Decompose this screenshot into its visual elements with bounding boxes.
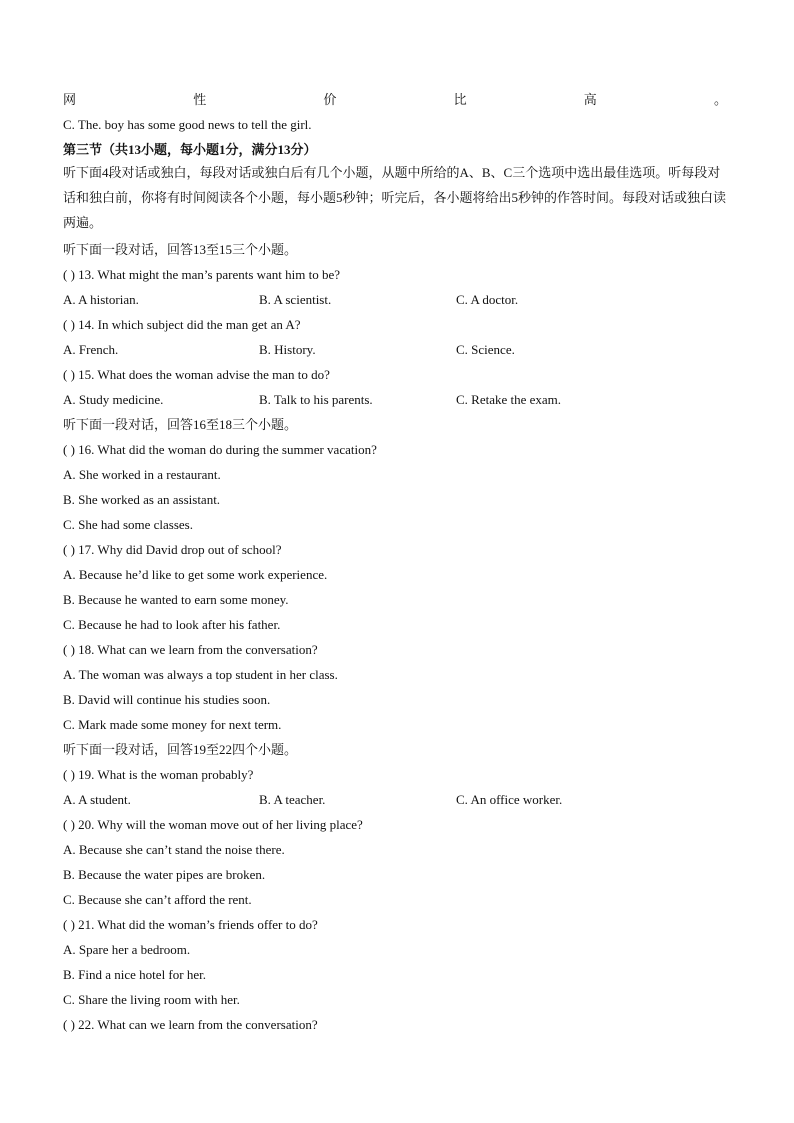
option-18-b: B. David will continue his studies soon. [63,692,271,707]
question-22: ( ) 22. What can we learn from the conversation? [63,1017,318,1032]
option-13-c: C. A doctor. [456,292,519,307]
section-instructions: 听下面4段对话或独白，每段对话或独白后有几个小题，从题中所给的A、B、C三个选项中选出最佳选项。听每段对话和独白前，你将有时间阅读各个小题，每小题5秒钟；听完后，各小题将给出5秒钟的作答时间。每段对话或独白读两遍。 [63,165,727,230]
spread-char: 。 [713,92,727,107]
section-heading: 第三节（共13小题，每小题1分，满分13分） [63,142,317,157]
question-14: ( ) 14. In which subject did the man get an A? [63,317,301,332]
option-14-a: A. French. [63,342,119,357]
option-16-b: B. She worked as an assistant. [63,492,221,507]
question-13: ( ) 13. What might the man’s parents want him to be? [63,267,341,282]
option-19-a: A. A student. [63,792,131,807]
spread-char: 网 [63,92,77,107]
question-21: ( ) 21. What did the woman’s friends offer to do? [63,917,318,932]
spread-char: 高 [583,92,597,107]
option-16-c: C. She had some classes. [63,517,193,532]
option-20-a: A. Because she can’t stand the noise there. [63,842,285,857]
group-intro: 听下面一段对话，回答19至22四个小题。 [63,742,298,757]
question-18: ( ) 18. What can we learn from the conversation? [63,642,318,657]
option-21-a: A. Spare her a bedroom. [63,942,191,957]
option-21-c: C. Share the living room with her. [63,992,240,1007]
spread-char: 比 [453,92,467,107]
option-20-b: B. Because the water pipes are broken. [63,867,266,882]
question-17: ( ) 17. Why did David drop out of school? [63,542,282,557]
option-17-c: C. Because he had to look after his father. [63,617,281,632]
option-16-a: A. She worked in a restaurant. [63,467,221,482]
option-18-c: C. Mark made some money for next term. [63,717,282,732]
spread-char: 性 [193,92,207,107]
option-19-c: C. An office worker. [456,792,563,807]
option-14-c: C. Science. [456,342,515,357]
question-16: ( ) 16. What did the woman do during the summer vacation? [63,442,377,457]
option-21-b: B. Find a nice hotel for her. [63,967,206,982]
question-15: ( ) 15. What does the woman advise the man to do? [63,367,330,382]
group-intro: 听下面一段对话，回答13至15三个小题。 [63,242,298,257]
option-13-b: B. A scientist. [259,292,332,307]
spread-line [63,91,727,109]
option-15-a: A. Study medicine. [63,392,164,407]
option-18-a: A. The woman was always a top student in her class. [63,667,338,682]
option-15-c: C. Retake the exam. [456,392,562,407]
option-15-b: B. Talk to his parents. [259,392,373,407]
option-text: C. The. boy has some good news to tell the girl. [63,117,312,132]
option-19-b: B. A teacher. [259,792,326,807]
option-14-b: B. History. [259,342,316,357]
question-20: ( ) 20. Why will the woman move out of her living place? [63,817,363,832]
option-17-b: B. Because he wanted to earn some money. [63,592,289,607]
option-20-c: C. Because she can’t afford the rent. [63,892,252,907]
option-13-a: A. A historian. [63,292,139,307]
option-17-a: A. Because he’d like to get some work experience. [63,567,328,582]
question-19: ( ) 19. What is the woman probably? [63,767,254,782]
spread-char: 价 [323,92,337,107]
group-intro: 听下面一段对话，回答16至18三个小题。 [63,417,298,432]
